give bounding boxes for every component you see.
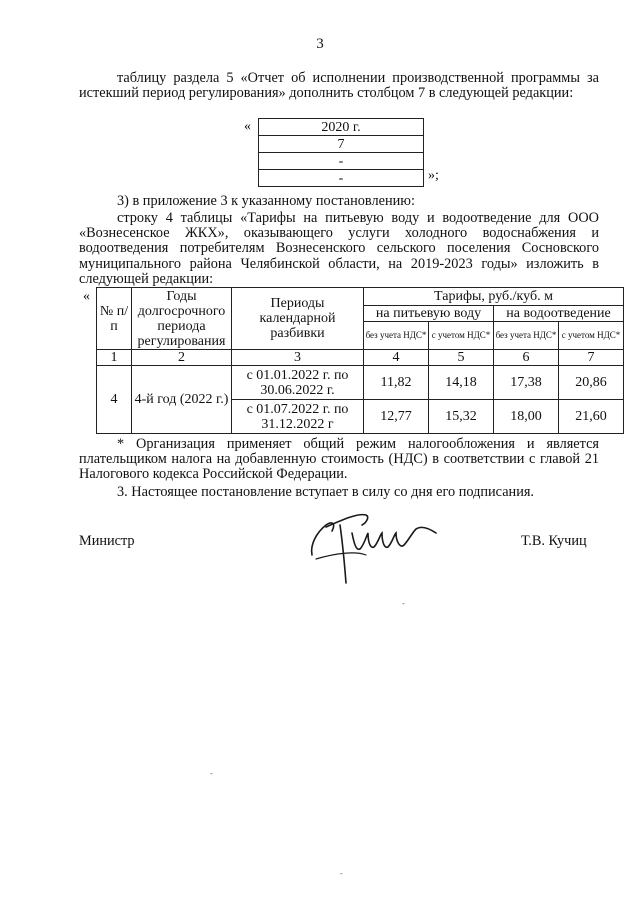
header-water-with-vat: с учетом НДС*: [429, 322, 494, 350]
row-number: 4: [97, 366, 132, 434]
header-drain-with-vat: с учетом НДС*: [559, 322, 624, 350]
header-drain: на водоотведение: [494, 306, 624, 322]
paragraph-effective: 3. Настоящее постановление вступает в силу со дня его подписания.: [117, 484, 534, 500]
row-year: 4-й год (2022 г.): [132, 366, 232, 434]
row-period: с 01.01.2022 г. по 30.06.2022 г.: [232, 366, 364, 400]
tariff-value: 20,86: [559, 366, 624, 400]
col-number: 7: [559, 350, 624, 366]
small-table-open-quote: «: [244, 119, 251, 134]
tariff-value: 18,00: [494, 400, 559, 434]
tariff-value: 12,77: [364, 400, 429, 434]
handwritten-signature: [296, 503, 446, 588]
tariff-table-open-quote: «: [83, 289, 90, 304]
col-number: 6: [494, 350, 559, 366]
header-water-without-vat: без учета НДС*: [364, 322, 429, 350]
table-row: [259, 170, 424, 187]
col-number: 3: [232, 350, 364, 366]
tariff-value: 21,60: [559, 400, 624, 434]
tariff-value: 15,32: [429, 400, 494, 434]
table-row: [259, 136, 424, 153]
col-number: 5: [429, 350, 494, 366]
col-number: 2: [132, 350, 232, 366]
header-water: на питьевую воду: [364, 306, 494, 322]
table-row: [97, 366, 624, 400]
col-number: 1: [97, 350, 132, 366]
table-cell: 7: [259, 136, 424, 153]
header-tariffs: Тарифы, руб./куб. м: [364, 288, 624, 306]
paragraph-appendix-3: 3) в приложение 3 к указанному постановлению:: [117, 193, 415, 209]
page-number: 3: [316, 36, 324, 52]
row-period: с 01.07.2022 г. по 31.12.2022 г: [232, 400, 364, 434]
scan-mark: -: [210, 769, 213, 778]
column-numbers-row: [97, 350, 624, 366]
table-row: [259, 153, 424, 170]
footnote: * Организация применяет общий режим налогообложения и является плательщиком налога на добавленную стоимость (НДС) в соответствии с главой 21 Налогового кодекса Российской Федерации.: [79, 436, 599, 483]
signatory-position: Министр: [79, 533, 135, 549]
table-header-row: [97, 288, 624, 306]
table-cell: -: [259, 153, 424, 170]
col-number: 4: [364, 350, 429, 366]
paragraph-table-section-5: таблицу раздела 5 «Отчет об исполнении производственной программы за истекший период регулирования» дополнить столбцом 7 в следующей редакции:: [79, 70, 599, 102]
table-cell: 2020 г.: [259, 119, 424, 136]
tariff-table: [96, 287, 624, 434]
tariff-value: 11,82: [364, 366, 429, 400]
paragraph-row-4: строку 4 таблицы «Тарифы на питьевую воду и водоотведение для ООО «Вознесенское ЖКХ», оказывающего услуги холодного водоснабжения и водоотведения потребителям Вознесенского сельского поселения Сосновского муниципального района Челябинской области, на 2019-2023 годы» изложить в следующей редакции:: [79, 210, 599, 287]
tariff-value: 14,18: [429, 366, 494, 400]
table-cell: -: [259, 170, 424, 187]
small-table-close-quote: »;: [428, 168, 439, 183]
tariff-value: 17,38: [494, 366, 559, 400]
scan-mark: -: [402, 599, 405, 608]
header-periods: Периоды календарной разбивки: [232, 288, 364, 350]
table-row: [259, 119, 424, 136]
scan-mark: -: [340, 869, 343, 878]
signatory-name: Т.В. Кучиц: [521, 533, 587, 549]
header-num: № п/п: [97, 288, 132, 350]
small-table: [258, 118, 424, 187]
header-drain-without-vat: без учета НДС*: [494, 322, 559, 350]
header-years: Годы долгосрочного периода регулирования: [132, 288, 232, 350]
